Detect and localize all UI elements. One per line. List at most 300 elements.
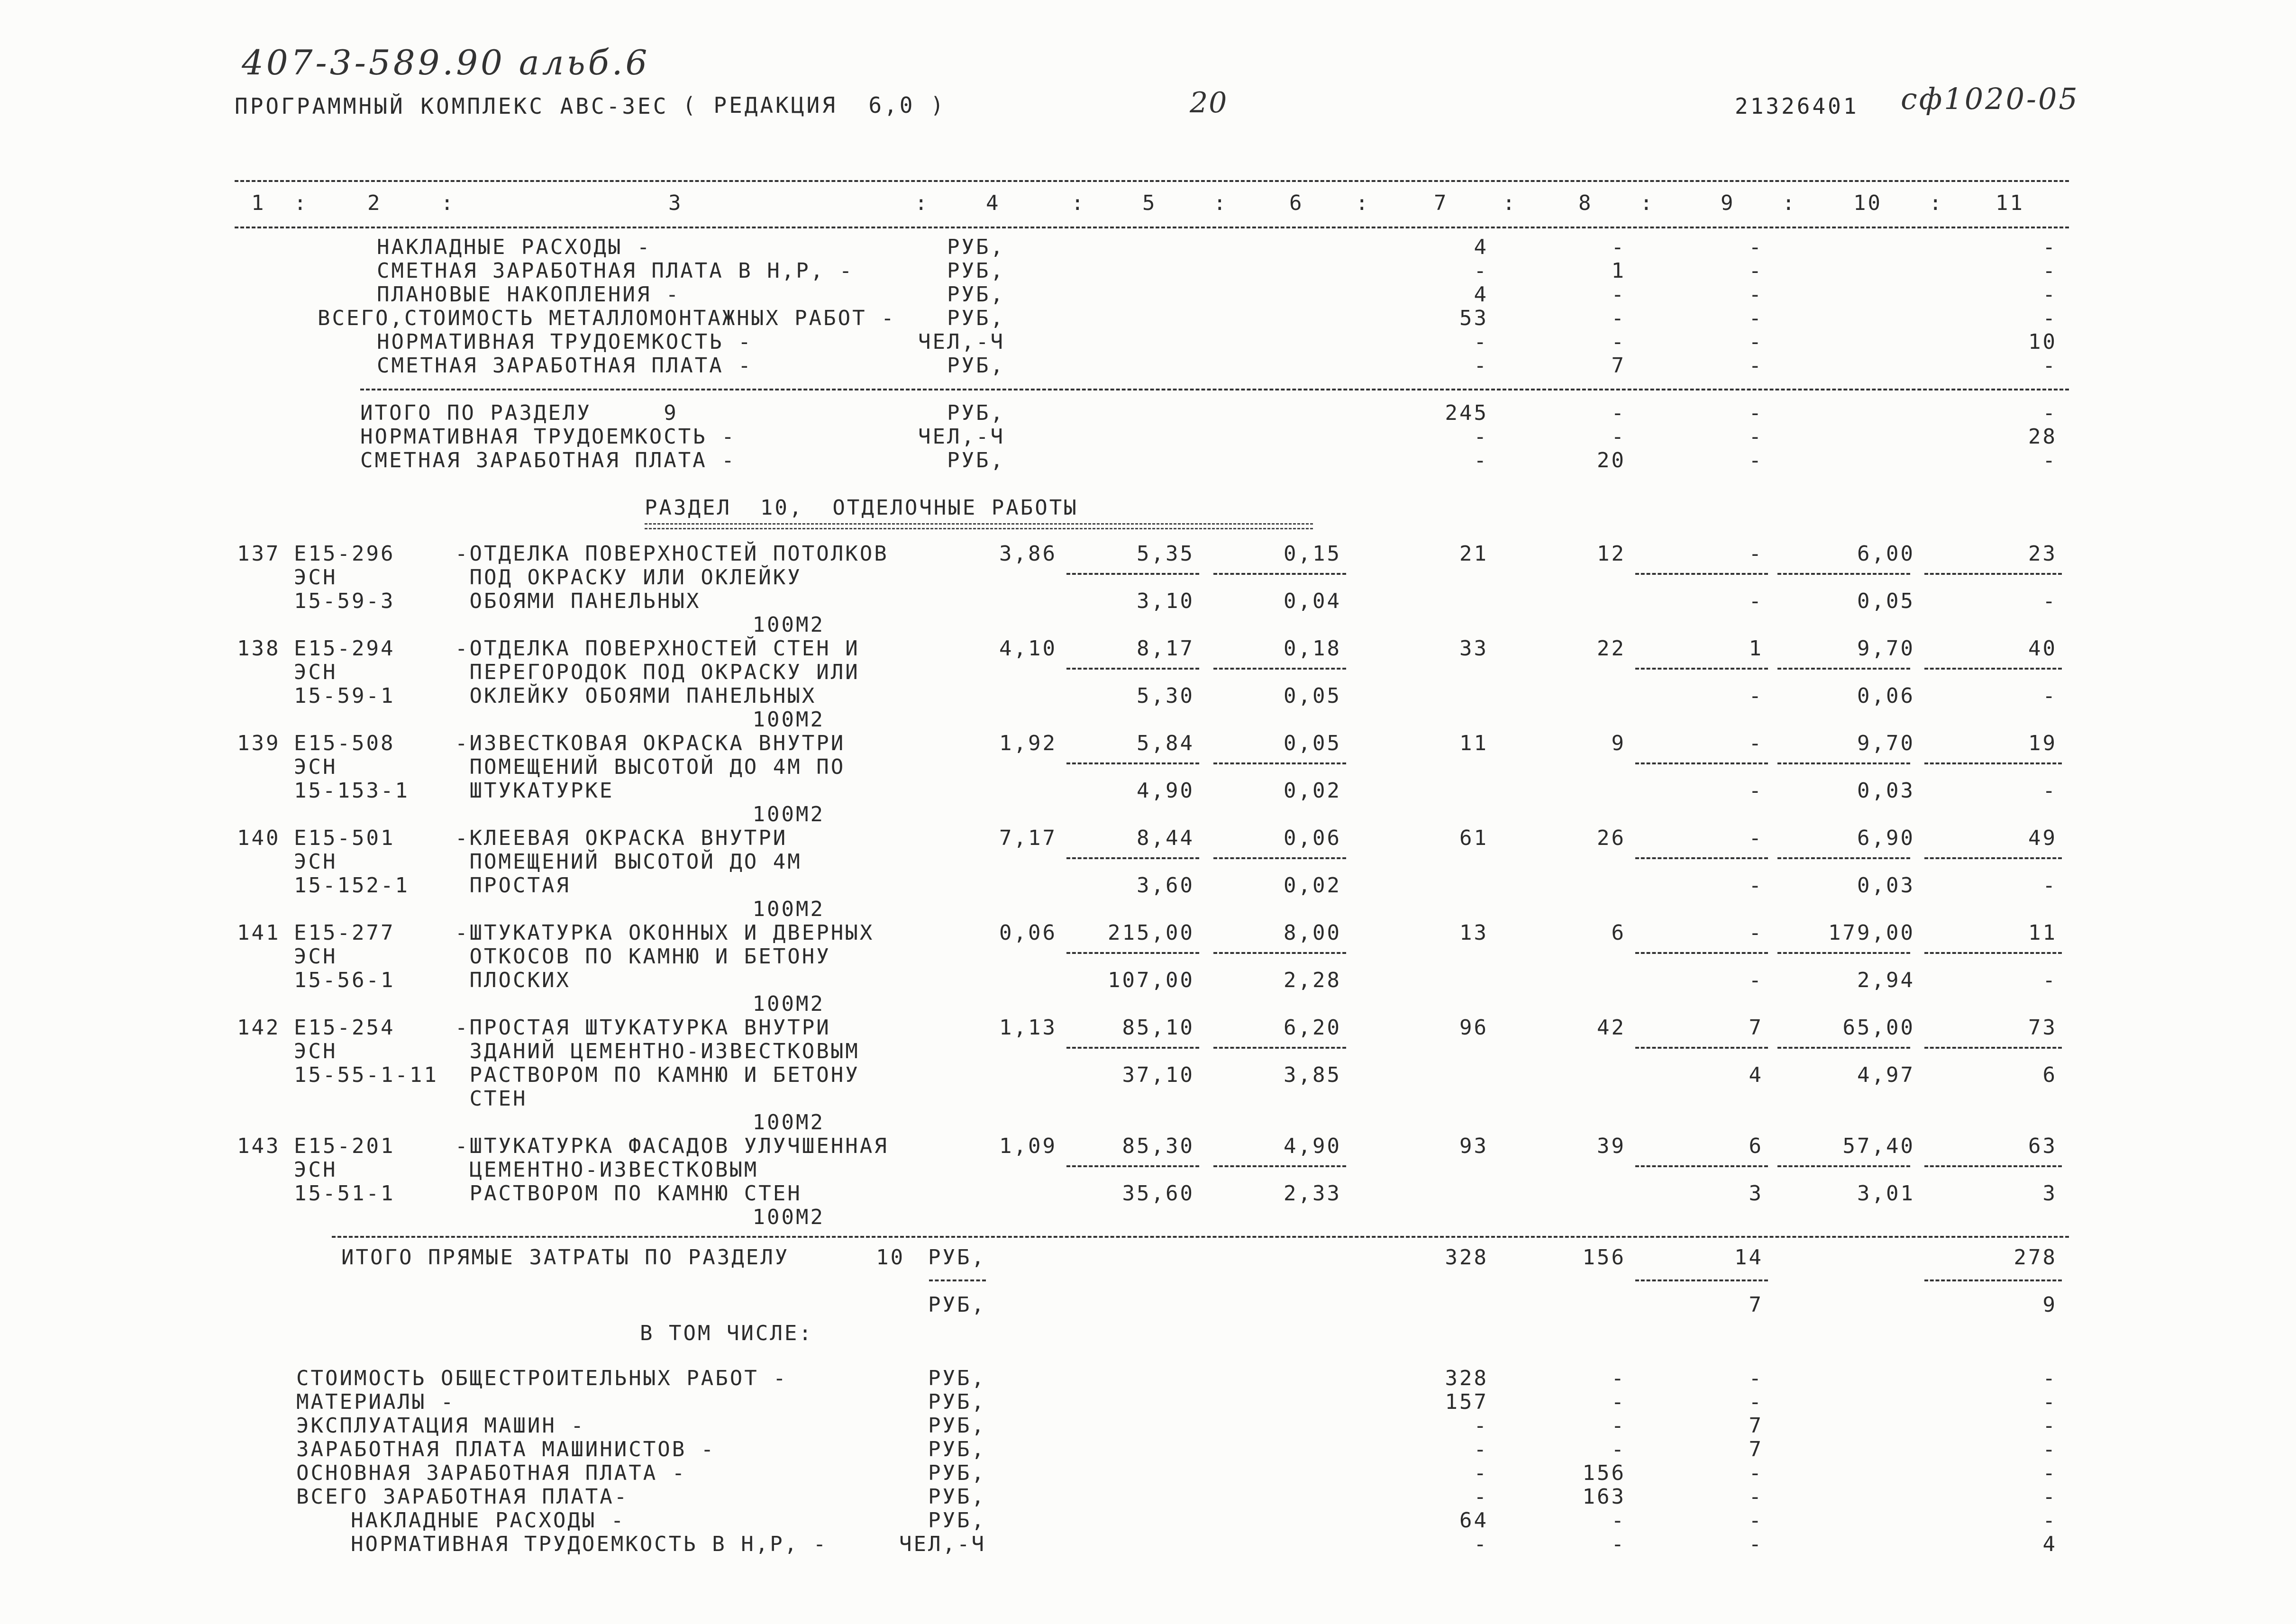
col10-value: 6,00 (1857, 542, 1915, 566)
summary-label: МАТЕРИАЛЫ - (296, 1390, 456, 1414)
column-separator: : (1071, 191, 1086, 215)
col8-value: 7 (1611, 354, 1626, 378)
col9-value: - (1749, 1532, 1763, 1556)
value-divider (1635, 668, 1768, 670)
value-divider (1066, 952, 1199, 954)
value-divider (1213, 857, 1346, 859)
item-description: ПЕРЕГОРОДОК ПОД ОКРАСКУ ИЛИ (455, 660, 860, 684)
col8-value: - (1611, 401, 1626, 425)
col9-value: - (1749, 235, 1763, 259)
column-header-5: 5 (1142, 191, 1157, 215)
col10-value: 179,00 (1828, 921, 1915, 945)
value-divider (1635, 762, 1768, 764)
col4-value: 1,09 (999, 1134, 1057, 1158)
col7-value: 4 (1474, 282, 1488, 307)
column-header-11: 11 (1995, 191, 2024, 215)
col8-value: - (1611, 1437, 1626, 1461)
col6-value: 6,20 (1284, 1016, 1341, 1040)
col4-value: 4,10 (999, 636, 1057, 661)
col6-value-sub: 0,05 (1284, 684, 1341, 708)
edition-label: ( РЕДАКЦИЯ 6,0 ) (683, 92, 946, 118)
unit-label: ЧЕЛ,-Ч (918, 425, 1005, 449)
value-divider (1777, 857, 1910, 859)
col11-value-sub: - (2042, 968, 2057, 992)
col6-value-sub: 0,02 (1284, 873, 1341, 898)
col7-value: - (1474, 330, 1488, 354)
value-divider (1066, 857, 1199, 859)
col8-value: - (1611, 235, 1626, 259)
item-unit: 100М2 (752, 992, 825, 1016)
item-unit: 100М2 (752, 613, 825, 637)
value-divider (1213, 1047, 1346, 1049)
col7-value: - (1474, 1485, 1488, 1509)
col4-value: 1,13 (999, 1016, 1057, 1040)
col5-value: 5,84 (1137, 731, 1194, 755)
col4-value: 3,86 (999, 542, 1057, 566)
value-divider (1924, 762, 2062, 764)
column-header-3: 3 (668, 191, 683, 215)
col9-value: - (1749, 259, 1763, 283)
col9-value: - (1749, 425, 1763, 449)
column-header-1: 1 (251, 191, 266, 215)
col11-value-sub: 6 (2042, 1063, 2057, 1087)
col11-value: 63 (2028, 1134, 2057, 1158)
summary-label: ИТОГО ПО РАЗДЕЛУ 9 (360, 401, 678, 425)
col11-value: - (2042, 1366, 2057, 1390)
value-divider (1066, 1047, 1199, 1049)
unit-label: РУБ, (947, 401, 1005, 425)
item-number: 138 (237, 636, 281, 661)
col11-value: - (2042, 282, 2057, 307)
value-divider (1213, 762, 1346, 764)
value-divider (1924, 668, 2062, 670)
item-description: -ИЗВЕСТКОВАЯ ОКРАСКА ВНУТРИ (455, 731, 846, 755)
col11-value: - (2042, 1461, 2057, 1485)
item-number: 141 (237, 921, 281, 945)
col10-value: 9,70 (1857, 636, 1915, 661)
section-rule (360, 389, 2069, 390)
unit-label: РУБ, (928, 1508, 986, 1533)
col7-value: - (1474, 425, 1488, 449)
col6-value: 8,00 (1284, 921, 1341, 945)
col8-value: 1 (1611, 259, 1626, 283)
col6-value-sub: 2,33 (1284, 1181, 1341, 1206)
col7-value: 13 (1459, 921, 1488, 945)
item-code: ЭСН (294, 660, 337, 684)
col8-value: 156 (1582, 1245, 1626, 1270)
value-divider (1213, 952, 1346, 954)
col5-value: 8,44 (1137, 826, 1194, 850)
col10-value: 6,90 (1857, 826, 1915, 850)
value-divider (1213, 668, 1346, 670)
col8-value: - (1611, 330, 1626, 354)
col11-value-sub: 9 (2042, 1293, 2057, 1317)
col10-value-sub: 3,01 (1857, 1181, 1915, 1206)
col9-value: 7 (1749, 1437, 1763, 1461)
col5-value-sub: 4,90 (1137, 779, 1194, 803)
item-code: Е15-254 (294, 1016, 395, 1040)
col7-value: 61 (1459, 826, 1488, 850)
item-description: -ОТДЕЛКА ПОВЕРХНОСТЕЙ ПОТОЛКОВ (455, 542, 889, 566)
col7-value: - (1474, 448, 1488, 472)
item-description: ОКЛЕЙКУ ОБОЯМИ ПАНЕЛЬНЫХ (455, 684, 817, 708)
col11-value: - (2042, 1414, 2057, 1438)
item-description: ШТУКАТУРКЕ (455, 779, 614, 803)
col6-value-sub: 0,02 (1284, 779, 1341, 803)
col9-value: - (1749, 1508, 1763, 1533)
col9-value: 7 (1749, 1016, 1763, 1040)
col11-value-sub: - (2042, 684, 2057, 708)
summary-label: ЗАРАБОТНАЯ ПЛАТА МАШИНИСТОВ - (296, 1437, 716, 1461)
col11-value: 23 (2028, 542, 2057, 566)
item-code: 15-152-1 (294, 873, 410, 898)
value-divider (1635, 573, 1768, 575)
column-separator: : (915, 191, 929, 215)
col11-value-sub: 3 (2042, 1181, 2057, 1206)
column-separator: : (294, 191, 309, 215)
value-divider (1924, 952, 2062, 954)
total-rule (332, 1236, 2069, 1238)
col7-value: 53 (1459, 306, 1488, 330)
col8-value: - (1611, 425, 1626, 449)
col8-value: 9 (1611, 731, 1626, 755)
col11-value: - (2042, 259, 2057, 283)
value-divider (1924, 857, 2062, 859)
col11-value: - (2042, 448, 2057, 472)
column-separator: : (1640, 191, 1655, 215)
col9-value: 14 (1734, 1245, 1763, 1270)
col8-value: - (1611, 282, 1626, 307)
col9-value: 6 (1749, 1134, 1763, 1158)
col5-value-sub: 107,00 (1108, 968, 1194, 992)
summary-label: ВСЕГО,СТОИМОСТЬ МЕТАЛЛОМОНТАЖНЫХ РАБОТ - (318, 306, 896, 330)
col5-value: 85,30 (1122, 1134, 1194, 1158)
item-description: -ШТУКАТУРКА ОКОННЫХ И ДВЕРНЫХ (455, 921, 875, 945)
col8-value: 6 (1611, 921, 1626, 945)
col10-value-sub: 0,05 (1857, 589, 1915, 613)
col8-value: 156 (1582, 1461, 1626, 1485)
col6-value-sub: 0,04 (1284, 589, 1341, 613)
value-divider (1777, 668, 1910, 670)
col7-value: - (1474, 354, 1488, 378)
program-title: ПРОГРАММНЫЙ КОМПЛЕКС АВС-3ЕС (235, 93, 669, 119)
item-unit: 100М2 (752, 897, 825, 921)
value-divider (1635, 857, 1768, 859)
col5-value: 215,00 (1108, 921, 1194, 945)
value-divider (1213, 1165, 1346, 1167)
item-number: 142 (237, 1016, 281, 1040)
col10-value-sub: 0,03 (1857, 873, 1915, 898)
item-description: -ШТУКАТУРКА ФАСАДОВ УЛУЧШЕННАЯ (455, 1134, 889, 1158)
item-description: ПОМЕЩЕНИЙ ВЫСОТОЙ ДО 4М (455, 850, 802, 874)
value-divider (1635, 1047, 1768, 1049)
value-divider (1635, 1279, 1768, 1281)
item-description: СТЕН (455, 1087, 528, 1111)
col9-value: - (1749, 1366, 1763, 1390)
column-header-9: 9 (1721, 191, 1735, 215)
item-code: 15-51-1 (294, 1181, 395, 1206)
item-code: Е15-294 (294, 636, 395, 661)
col8-value: - (1611, 1366, 1626, 1390)
item-code: 15-55-1-11 (294, 1063, 438, 1087)
col7-value: 64 (1459, 1508, 1488, 1533)
col7-value: 33 (1459, 636, 1488, 661)
col9-value: - (1749, 731, 1763, 755)
col9-value: 7 (1749, 1414, 1763, 1438)
page-number: 20 (1190, 86, 1228, 119)
col11-value-sub: - (2042, 589, 2057, 613)
col5-value-sub: 37,10 (1122, 1063, 1194, 1087)
summary-label: ОСНОВНАЯ ЗАРАБОТНАЯ ПЛАТА - (296, 1461, 687, 1485)
item-number: 143 (237, 1134, 281, 1158)
col10-value-sub: 4,97 (1857, 1063, 1915, 1087)
column-header-6: 6 (1289, 191, 1304, 215)
col7-value: 96 (1459, 1016, 1488, 1040)
item-description: ПРОСТАЯ (455, 873, 571, 898)
item-code: Е15-501 (294, 826, 395, 850)
summary-label: СМЕТНАЯ ЗАРАБОТНАЯ ПЛАТА - (360, 448, 736, 472)
item-code: ЭСН (294, 565, 337, 590)
col11-value: - (2042, 1485, 2057, 1509)
value-divider (1777, 762, 1910, 764)
unit-label: РУБ, (928, 1245, 986, 1270)
col10-value-sub: 0,03 (1857, 779, 1915, 803)
summary-label: НОРМАТИВНАЯ ТРУДОЕМКОСТЬ - (360, 425, 736, 449)
unit-label: РУБ, (928, 1390, 986, 1414)
col8-value: 39 (1597, 1134, 1626, 1158)
section-title-underline (645, 528, 1313, 529)
col7-value: - (1474, 1414, 1488, 1438)
header-bottom-rule (235, 227, 2069, 228)
item-number: 137 (237, 542, 281, 566)
col9-value: - (1749, 826, 1763, 850)
value-divider (1777, 1165, 1910, 1167)
item-description: -ОТДЕЛКА ПОВЕРХНОСТЕЙ СТЕН И (455, 636, 860, 661)
col5-value-sub: 3,60 (1137, 873, 1194, 898)
unit-label: ЧЕЛ,-Ч (899, 1532, 986, 1556)
column-header-10: 10 (1853, 191, 1882, 215)
item-description: ОТКОСОВ ПО КАМНЮ И БЕТОНУ (455, 944, 831, 969)
value-divider (1924, 1165, 2062, 1167)
col4-value: 0,06 (999, 921, 1057, 945)
col6-value-sub: 2,28 (1284, 968, 1341, 992)
col8-value: - (1611, 1508, 1626, 1533)
value-divider (1066, 668, 1199, 670)
unit-label: РУБ, (947, 448, 1005, 472)
handwritten-reference: сф1020-05 (1901, 82, 2079, 116)
value-divider (1777, 952, 1910, 954)
item-description: ПЛОСКИХ (455, 968, 571, 992)
col11-value: 278 (2014, 1245, 2057, 1270)
including-heading: В ТОМ ЧИСЛЕ: (640, 1321, 813, 1345)
col8-value: - (1611, 1414, 1626, 1438)
col6-value: 0,15 (1284, 542, 1341, 566)
item-unit: 100М2 (752, 708, 825, 732)
col7-value: 21 (1459, 542, 1488, 566)
col7-value: 11 (1459, 731, 1488, 755)
item-unit: 100М2 (752, 1205, 825, 1229)
column-separator: : (1782, 191, 1797, 215)
item-code: Е15-296 (294, 542, 395, 566)
value-divider (1066, 573, 1199, 575)
item-code: 15-56-1 (294, 968, 395, 992)
column-header-4: 4 (986, 191, 1001, 215)
item-code: ЭСН (294, 1039, 337, 1063)
col4-value: 7,17 (999, 826, 1057, 850)
value-divider (1635, 952, 1768, 954)
col9-value: - (1749, 1485, 1763, 1509)
unit-label: РУБ, (928, 1485, 986, 1509)
col11-value: 73 (2028, 1016, 2057, 1040)
value-divider (1777, 1047, 1910, 1049)
unit-label: РУБ, (928, 1461, 986, 1485)
col5-value: 5,35 (1137, 542, 1194, 566)
col8-value: - (1611, 1390, 1626, 1414)
col4-value: 1,92 (999, 731, 1057, 755)
col7-value: 4 (1474, 235, 1488, 259)
col9-value-sub: 7 (1749, 1293, 1763, 1317)
value-divider (1924, 573, 2062, 575)
col9-value: - (1749, 282, 1763, 307)
col8-value: 26 (1597, 826, 1626, 850)
col9-value: - (1749, 330, 1763, 354)
col8-value: - (1611, 1532, 1626, 1556)
col8-value: 42 (1597, 1016, 1626, 1040)
col7-value: 328 (1445, 1366, 1488, 1390)
col10-value-sub: 2,94 (1857, 968, 1915, 992)
col11-value: 10 (2028, 330, 2057, 354)
column-separator: : (1356, 191, 1370, 215)
col11-value: 19 (2028, 731, 2057, 755)
col9-value: - (1749, 354, 1763, 378)
column-separator: : (441, 191, 456, 215)
unit-label: РУБ, (947, 259, 1005, 283)
col8-value: - (1611, 306, 1626, 330)
unit-label: РУБ, (947, 282, 1005, 307)
col11-value: - (2042, 1437, 2057, 1461)
column-separator: : (1213, 191, 1228, 215)
col11-value: 4 (2042, 1532, 2057, 1556)
summary-label: ЭКСПЛУАТАЦИЯ МАШИН - (296, 1414, 585, 1438)
value-divider (1924, 1047, 2062, 1049)
column-separator: : (1503, 191, 1517, 215)
summary-label: СМЕТНАЯ ЗАРАБОТНАЯ ПЛАТА В Н,Р, - (377, 259, 854, 283)
col7-value: 245 (1445, 401, 1488, 425)
section-title-underline (645, 523, 1313, 525)
item-description: РАСТВОРОМ ПО КАМНЮ СТЕН (455, 1181, 802, 1206)
section-title: РАЗДЕЛ 10, ОТДЕЛОЧНЫЕ РАБОТЫ (645, 496, 1078, 520)
item-code: ЭСН (294, 850, 337, 874)
column-header-7: 7 (1434, 191, 1449, 215)
col11-value: - (2042, 354, 2057, 378)
col7-value: - (1474, 1532, 1488, 1556)
col6-value: 4,90 (1284, 1134, 1341, 1158)
item-code: ЭСН (294, 944, 337, 969)
col10-value: 9,70 (1857, 731, 1915, 755)
unit-label: ЧЕЛ,-Ч (918, 330, 1005, 354)
item-code: Е15-508 (294, 731, 395, 755)
col7-value: - (1474, 1437, 1488, 1461)
item-description: ОБОЯМИ ПАНЕЛЬНЫХ (455, 589, 701, 613)
unit-label: РУБ, (947, 354, 1005, 378)
col5-value: 8,17 (1137, 636, 1194, 661)
value-divider (1924, 1279, 2062, 1281)
col6-value: 0,05 (1284, 731, 1341, 755)
item-code: ЭСН (294, 755, 337, 779)
col10-value: 57,40 (1842, 1134, 1915, 1158)
col11-value-sub: - (2042, 779, 2057, 803)
value-divider (1777, 573, 1910, 575)
unit-label: РУБ, (928, 1366, 986, 1390)
item-code: 15-59-3 (294, 589, 395, 613)
col7-value: 157 (1445, 1390, 1488, 1414)
col7-value: - (1474, 259, 1488, 283)
col9-value-sub: - (1749, 873, 1763, 898)
col9-value-sub: - (1749, 968, 1763, 992)
col9-value-sub: 3 (1749, 1181, 1763, 1206)
item-number: 140 (237, 826, 281, 850)
col11-value: - (2042, 1508, 2057, 1533)
col11-value: 40 (2028, 636, 2057, 661)
summary-label: ПЛАНОВЫЕ НАКОПЛЕНИЯ - (377, 282, 681, 307)
unit-underline (929, 1279, 986, 1281)
summary-label: ВСЕГО ЗАРАБОТНАЯ ПЛАТА- (296, 1485, 629, 1509)
col6-value: 0,18 (1284, 636, 1341, 661)
col5-value-sub: 3,10 (1137, 589, 1194, 613)
item-description: ПОМЕЩЕНИЙ ВЫСОТОЙ ДО 4М ПО (455, 755, 846, 779)
col9-value-sub: - (1749, 589, 1763, 613)
col9-value: 1 (1749, 636, 1763, 661)
col6-value: 0,06 (1284, 826, 1341, 850)
summary-label: НОРМАТИВНАЯ ТРУДОЕМКОСТЬ В Н,Р, - (351, 1532, 828, 1556)
col11-value: 11 (2028, 921, 2057, 945)
col9-value: - (1749, 401, 1763, 425)
col8-value: 12 (1597, 542, 1626, 566)
header-top-rule (235, 180, 2069, 182)
col8-value: 20 (1597, 448, 1626, 472)
document-number: 21326401 (1735, 93, 1859, 119)
value-divider (1066, 762, 1199, 764)
item-number: 139 (237, 731, 281, 755)
item-description: -ПРОСТАЯ ШТУКАТУРКА ВНУТРИ (455, 1016, 831, 1040)
col5-value-sub: 5,30 (1137, 684, 1194, 708)
col10-value: 65,00 (1842, 1016, 1915, 1040)
col11-value: 28 (2028, 425, 2057, 449)
col9-value-sub: - (1749, 684, 1763, 708)
unit-label: РУБ, (928, 1293, 986, 1317)
col9-value: - (1749, 306, 1763, 330)
summary-label: НАКЛАДНЫЕ РАСХОДЫ - (351, 1508, 626, 1533)
col5-value: 85,10 (1122, 1016, 1194, 1040)
col7-value: 93 (1459, 1134, 1488, 1158)
unit-label: РУБ, (928, 1437, 986, 1461)
col11-value: - (2042, 235, 2057, 259)
col9-value: - (1749, 1461, 1763, 1485)
col11-value-sub: - (2042, 873, 2057, 898)
summary-label: СМЕТНАЯ ЗАРАБОТНАЯ ПЛАТА - (377, 354, 753, 378)
col9-value-sub: - (1749, 779, 1763, 803)
unit-label: РУБ, (947, 306, 1005, 330)
col11-value: - (2042, 306, 2057, 330)
item-description: ЗДАНИЙ ЦЕМЕНТНО-ИЗВЕСТКОВЫМ (455, 1039, 860, 1063)
unit-label: РУБ, (928, 1414, 986, 1438)
item-description: ПОД ОКРАСКУ ИЛИ ОКЛЕЙКУ (455, 565, 802, 590)
col7-value: 328 (1445, 1245, 1488, 1270)
value-divider (1635, 1165, 1768, 1167)
item-description: ЦЕМЕНТНО-ИЗВЕСТКОВЫМ (455, 1158, 759, 1182)
col7-value: - (1474, 1461, 1488, 1485)
col11-value: - (2042, 401, 2057, 425)
